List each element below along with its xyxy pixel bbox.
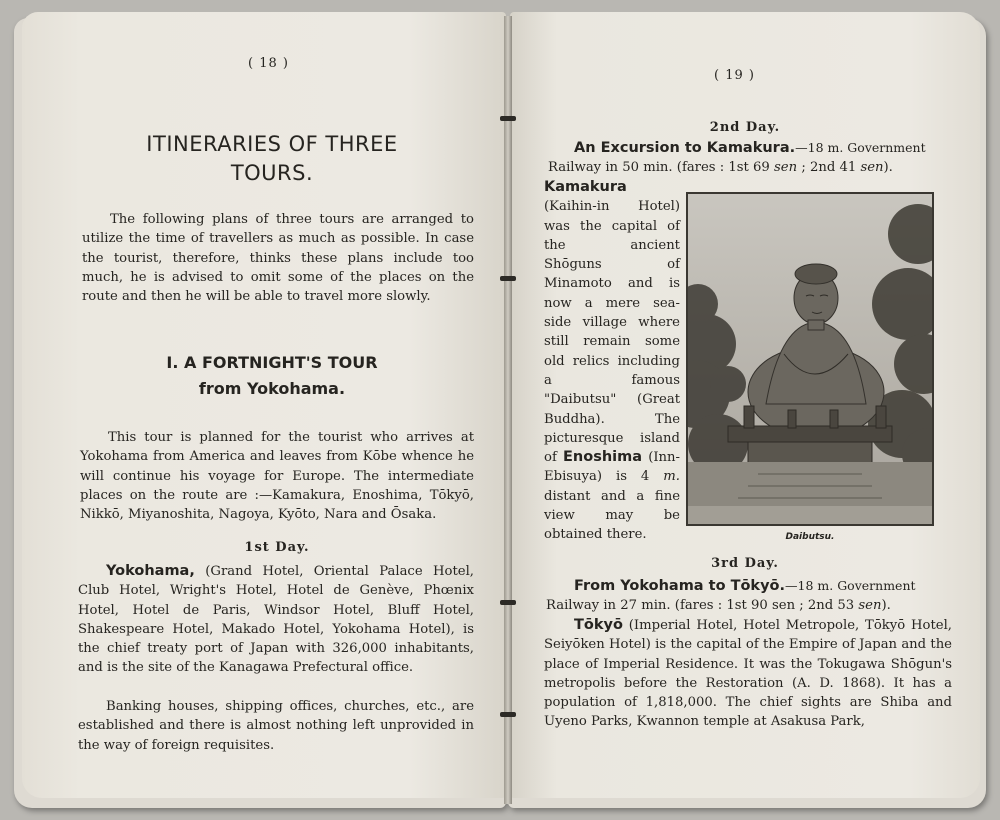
excursion-title: An Excursion to Kamakura. [574, 140, 796, 156]
currency-unit: sen [860, 160, 884, 176]
open-booklet [14, 12, 986, 812]
intro-text: The following plans of three tours are arranged to utilize the time of travellers as much as possible. In case the tourist, therefore, thinks these plans include too much, he is advised to omit some of the places on the route and then he will be able to travel more slowly. [82, 212, 474, 305]
section-title-line-2: from Yokohama. [198, 379, 346, 398]
kamakura-paragraph [544, 178, 680, 545]
distance-text: —18 m. Government [785, 578, 916, 593]
section-title-line-1: I. A FORTNIGHT'S TOUR [166, 353, 378, 372]
enoshima-text-2: distant and a fine view may be obtained there. [544, 488, 680, 543]
page-number: ( 19 ) [714, 68, 755, 83]
distance-unit: m. [663, 469, 680, 485]
day1-paragraph [78, 562, 474, 678]
section-title [82, 350, 462, 402]
day-heading: 2nd Day. [709, 120, 781, 135]
photo-caption: Daibutsu. [785, 532, 835, 542]
staple [500, 116, 516, 121]
day1-text: (Grand Hotel, Oriental Palace Hotel, Club Hotel, Wright's Hotel, Hotel de Genève, Phœnix Hotel, Hotel de Paris, Windsor Hotel, Bluff Hotel, Shakespeare Hotel, Makado Hotel, Yokohama Hotel), is the chief treaty port of Japan with 326,000 inhabitants, and is the site of the Kanagawa Prefectural office. [78, 564, 474, 676]
right-page [510, 12, 980, 798]
rail-text-end: ). [881, 598, 891, 614]
page-title [82, 130, 462, 188]
tokyo-paragraph [544, 616, 952, 732]
kamakura-text: (Kaihin-in Hotel) was the capital of the ancient Shōguns of Minamoto and is now a mere sea-side village where still remain some old relics including a famous "Daibutsu" (Great Buddha). The picturesque island of [544, 199, 680, 466]
section-intro-paragraph [80, 428, 474, 524]
place-name: Enoshima [563, 449, 643, 466]
day-heading: 1st Day. [244, 540, 310, 555]
staple [500, 712, 516, 717]
staple [500, 600, 516, 605]
title-line-2: TOURS. [230, 161, 314, 185]
rail-text-mid: ; 2nd 41 [801, 160, 857, 176]
place-name: Tōkyō [574, 617, 623, 633]
book-spine [504, 16, 512, 804]
page-number: ( 18 ) [248, 56, 289, 71]
left-page [22, 12, 506, 798]
currency-unit: sen [858, 598, 882, 614]
tokyo-text: (Imperial Hotel, Hotel Metropole, Tōkyō Hotel, Seiyōken Hotel) is the capital of the Empire of Japan and the place of Imperial Residence. It was the Tokugawa Shōgun's metropolis before the Restoration (A. D. 1868). It has a population of 1,818,000. The chief sights are Shiba and Uyeno Parks, Kwannon temple at Asakusa Park, [544, 618, 952, 730]
currency-unit: sen [774, 160, 798, 176]
enoshima-text: (Inn-Ebisuya) is 4 [544, 450, 680, 485]
daibutsu-photo [686, 192, 934, 526]
staple [500, 276, 516, 281]
day3-intro [546, 576, 952, 616]
day2-intro [548, 138, 952, 178]
title-line-1: ITINERARIES OF THREE [146, 132, 398, 156]
place-name: Yokohama, [106, 563, 195, 579]
place-name: Kamakura [544, 179, 627, 195]
rail-text: Railway in 50 min. (fares : 1st 69 [548, 160, 770, 176]
rail-text-end: ). [883, 160, 893, 176]
route-title: From Yokohama to Tōkyō. [574, 578, 786, 594]
day-heading: 3rd Day. [711, 556, 779, 571]
intro-paragraph [82, 210, 474, 306]
section-intro-text: This tour is planned for the tourist who arrives at Yokohama from America and leaves from Kōbe whence he will continue his voyage for Europe. The intermediate places on the route are :—Kamakura, Enoshima, Tōkyō, Nikkō, Miyanoshita, Nagoya, Kyōto, Nara and Ōsaka. [80, 430, 474, 523]
great-buddha-illustration [688, 194, 932, 524]
day1-text-2: Banking houses, shipping offices, churches, etc., are established and there is almost nothing left unprovided in the way of foreign requisites. [78, 699, 474, 753]
day1-paragraph-2 [78, 697, 474, 755]
distance-text: —18 m. Government [795, 140, 926, 155]
rail-text: Railway in 27 min. (fares : 1st 90 sen ; 2nd 53 [546, 598, 855, 614]
